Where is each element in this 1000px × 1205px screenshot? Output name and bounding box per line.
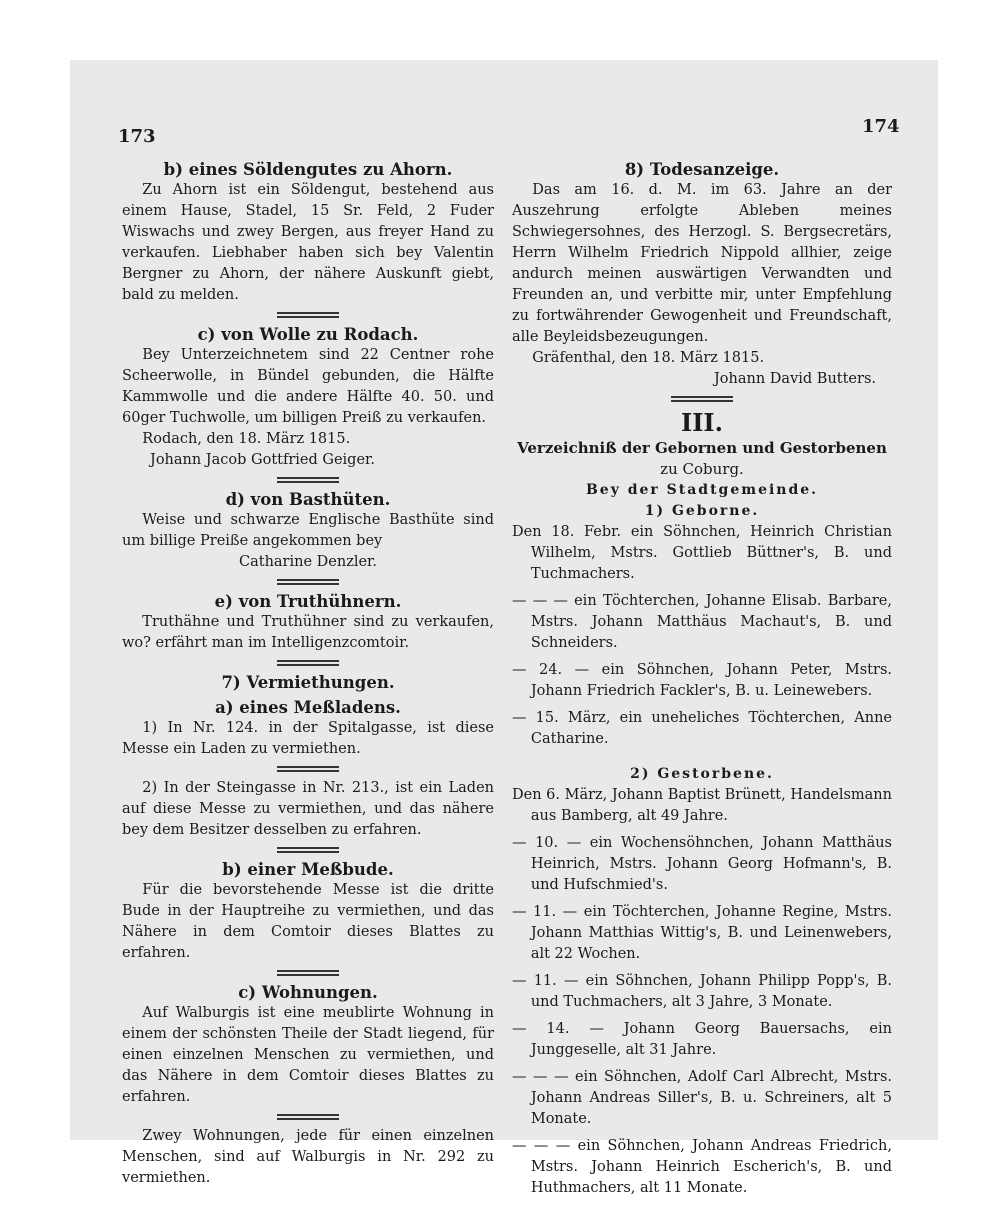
- left-column: [122, 155, 494, 1189]
- heading-soeldengut: b) eines Söldengutes zu Ahorn.: [163, 160, 453, 179]
- heading-verzeichnis: Verzeichniß der Gebornen und Gestorbenen: [517, 439, 887, 457]
- divider: [277, 766, 339, 772]
- text-messladen-2: 2) In der Steingasse in Nr. 213., ist ein Laden auf diese Messe zu vermiethen, und das nähere bey dem Besitzer desselben zu erfahren.: [122, 780, 494, 838]
- death-entry: — 11. — ein Söhnchen, Johann Philipp Popp's, B. und Tuchmachers, alt 3 Jahre, 3 Monate.: [512, 973, 892, 1010]
- divider: [277, 579, 339, 585]
- heading-vermiethungen: 7) Vermiethungen.: [221, 673, 395, 692]
- birth-entry: — — — ein Töchterchen, Johanne Elisab. Barbare, Mstrs. Johann Matthäus Machaut's, B. und Schneiders.: [512, 593, 892, 651]
- heading-messladen: a) eines Meßladens.: [215, 698, 401, 717]
- death-entry: — 11. — ein Töchterchen, Johanne Regine, Mstrs. Johann Matthias Wittig's, B. und Leinenwebers, alt 22 Wochen.: [512, 904, 892, 962]
- heading-coburg: zu Coburg.: [660, 460, 744, 478]
- text-truthuehner: Truthähne und Truthühner sind zu verkaufen, wo? erfährt man im Intelligenzcomtoir.: [122, 614, 494, 651]
- text-soeldengut: Zu Ahorn ist ein Söldengut, bestehend aus einem Hause, Stadel, 15 Sr. Feld, 2 Fuder Wiswachs und zwey Bergen, aus freyer Hand zu verkaufen. Liebhaber haben sich bey Valentin Bergner zu Ahorn, der nähere Auskunft giebt, bald zu melden.: [122, 182, 494, 303]
- birth-entry: — 15. März, ein uneheliches Töchterchen, Anne Catharine.: [512, 710, 892, 747]
- heading-todesanzeige: 8) Todesanzeige.: [624, 160, 780, 179]
- birth-entry: Den 18. Febr. ein Söhnchen, Heinrich Christian Wilhelm, Mstrs. Gottlieb Büttner's, B. und Tuchmachers.: [512, 524, 892, 582]
- spacer: [512, 756, 892, 764]
- divider: [277, 847, 339, 853]
- death-entry: — — — ein Söhnchen, Adolf Carl Albrecht, Mstrs. Johann Andreas Siller's, B. u. Schreiners, alt 5 Monate.: [512, 1069, 892, 1127]
- death-entry: — — — ein Söhnchen, Johann Andreas Friedrich, Mstrs. Johann Heinrich Escherich's, B. und Huthmachers, alt 11 Monate.: [512, 1138, 892, 1196]
- divider: [277, 477, 339, 483]
- signature-denzler: Catharine Denzler.: [239, 554, 377, 570]
- death-entry: — 14. — Johann Georg Bauersachs, ein Junggeselle, alt 31 Jahre.: [512, 1021, 892, 1058]
- heading-geborne: 1) Geborne.: [644, 503, 760, 519]
- divider: [277, 970, 339, 976]
- text-messbude: Für die bevorstehende Messe ist die dritte Bude in der Hauptreihe zu vermiethen, und das Nähere in dem Comtoir dieses Blattes zu erfahren.: [122, 882, 494, 961]
- page-number-left: 173: [118, 126, 156, 147]
- heading-stadtgemeinde: Bey der Stadtgemeinde.: [585, 482, 819, 498]
- divider: [277, 312, 339, 318]
- divider: [277, 1114, 339, 1120]
- heading-truthuehner: e) von Truthühnern.: [214, 592, 402, 611]
- heading-gestorbene: 2) Gestorbene.: [630, 766, 774, 782]
- text-messladen-1: 1) In Nr. 124. in der Spitalgasse, ist diese Messe ein Laden zu vermiethen.: [122, 720, 494, 757]
- heading-basthuete: d) von Basthüten.: [225, 490, 391, 509]
- heading-wolle: c) von Wolle zu Rodach.: [197, 325, 419, 344]
- heading-wohnungen: c) Wohnungen.: [238, 983, 378, 1002]
- heading-messbude: b) einer Meßbude.: [222, 860, 394, 879]
- death-entry: Den 6. März, Johann Baptist Brünett, Handelsmann aus Bamberg, alt 49 Jahre.: [512, 787, 892, 824]
- text-wolle: Bey Unterzeichnetem sind 22 Centner rohe Scheerwolle, in Bündel gebunden, die Hälfte Kammwolle und die andere Hälfte 40. 50. und 60ger Tuchwolle, um billigen Preiß zu verkaufen.: [122, 347, 494, 426]
- place-date-todesanzeige: Gräfenthal, den 18. März 1815.: [532, 350, 765, 366]
- divider: [277, 660, 339, 666]
- section-number-iii: III.: [680, 408, 724, 437]
- text-wohnungen-1: Auf Walburgis ist eine meublirte Wohnung in einem der schönsten Theile der Stadt liegend, für einen einzelnen Menschen zu vermiethen, und das Nähere in dem Comtoir dieses Blattes zu erfahren.: [122, 1005, 494, 1105]
- text-basthuete: Weise und schwarze Englische Basthüte sind um billige Preiße angekommen bey: [122, 512, 494, 549]
- death-entry: — 10. — ein Wochensöhnchen, Johann Matthäus Heinrich, Mstrs. Johann Georg Hofmann's, B. und Hufschmied's.: [512, 835, 892, 893]
- page-number-right: 174: [862, 116, 900, 137]
- place-date-wolle: Rodach, den 18. März 1815.: [142, 431, 351, 447]
- birth-entry: — 24. — ein Söhnchen, Johann Peter, Mstrs. Johann Friedrich Fackler's, B. u. Leinewebers.: [512, 662, 892, 699]
- right-column: [512, 155, 892, 1205]
- text-wohnungen-2: Zwey Wohnungen, jede für einen einzelnen Menschen, sind auf Walburgis in Nr. 292 zu vermiethen.: [122, 1128, 494, 1186]
- signature-geiger: Johann Jacob Gottfried Geiger.: [150, 452, 375, 468]
- divider: [671, 396, 733, 402]
- text-todesanzeige: Das am 16. d. M. im 63. Jahre an der Auszehrung erfolgte Ableben meines Schwiegersohnes, des Herzogl. S. Bergsecretärs, Herrn Wilhelm Friedrich Nippold allhier, zeige andurch meinen auswärtigen Verwandten und Freunden an, und verbitte mir, unter Empfehlung zu fortwährender Gewogenheit und Freundschaft, alle Beyleidsbezeugungen.: [512, 182, 892, 345]
- signature-butters: Johann David Butters.: [713, 371, 876, 387]
